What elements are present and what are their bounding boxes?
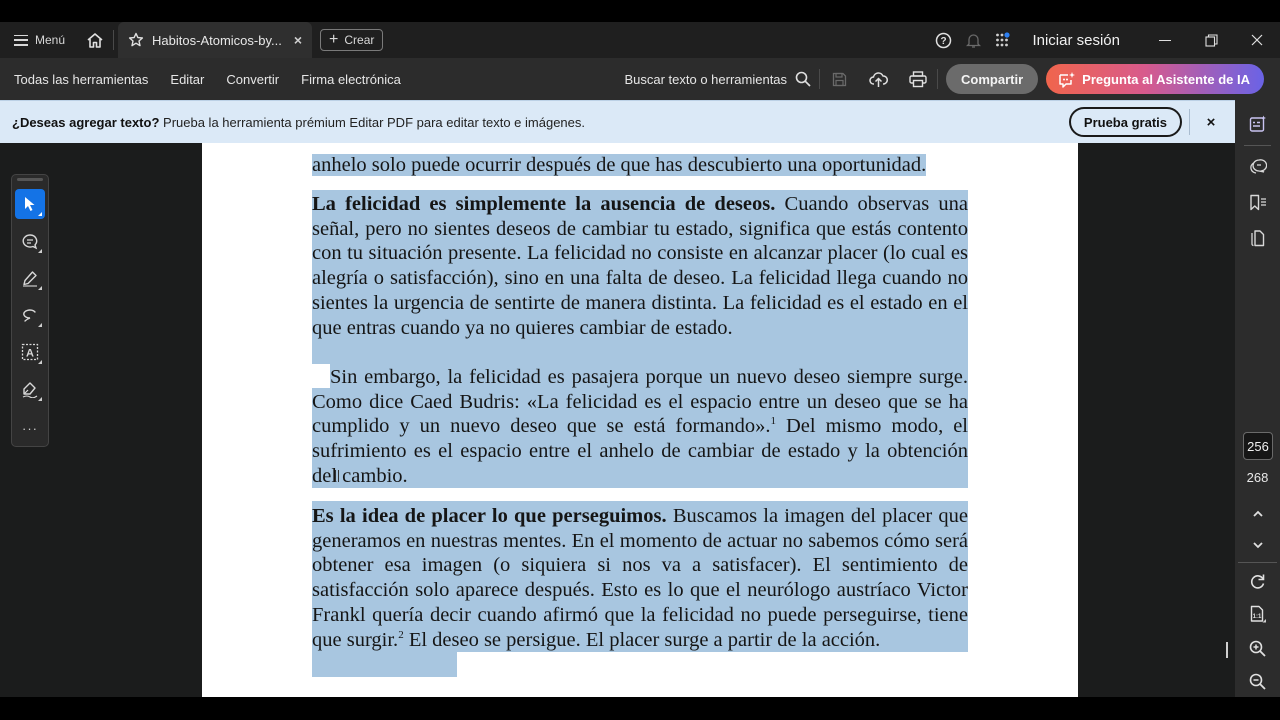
bottom-edge [0,697,1280,720]
comments-icon [1249,158,1267,175]
svg-text:1:1: 1:1 [1252,614,1261,620]
text-cursor-icon [335,470,339,482]
save-button[interactable] [820,72,859,87]
apps-grid-icon [995,32,1011,48]
svg-text:?: ? [940,35,947,47]
zoom-out-button[interactable] [1235,667,1280,695]
zoom-in-icon [1249,640,1266,657]
search-label: Buscar texto o herramientas [624,71,788,87]
pages-icon [1249,229,1266,247]
page-fit-icon [1249,605,1267,623]
divider [937,69,938,89]
close-icon [1251,34,1263,46]
star-icon[interactable] [128,32,144,48]
divider [1238,562,1277,563]
banner-heading: ¿Deseas agregar texto? [12,114,160,130]
selection-highlight [312,652,457,677]
lasso-draw-icon [21,307,39,323]
banner-message [0,115,585,130]
create-button[interactable] [320,29,383,51]
zoom-out-icon [1249,673,1266,690]
restore-icon [1205,34,1218,47]
right-side-panel [1235,100,1280,697]
divider [1189,109,1190,135]
menu-button[interactable] [0,22,77,58]
bell-icon [966,32,981,49]
plus-icon: + [329,31,339,48]
bookmarks-panel-button[interactable] [1235,188,1280,216]
notifications-button[interactable] [958,32,988,49]
text-box-icon [21,343,39,361]
rotate-button[interactable] [1235,567,1280,595]
comments-panel-button[interactable] [1235,152,1280,180]
document-tab[interactable] [118,22,312,58]
highlight-tool-button[interactable] [15,263,45,293]
share-button[interactable]: Compartir [946,64,1038,94]
search-icon [795,71,811,87]
minimize-button[interactable] [1142,22,1188,58]
ai-summary-button[interactable] [1235,110,1280,138]
tab-title: Habitos-Atomicos-by... [152,32,282,48]
help-icon [935,32,952,49]
main-toolbar [0,58,1280,100]
ai-summary-icon [1249,115,1267,133]
home-icon [86,32,104,49]
ai-chat-sparkle-icon [1058,71,1076,88]
save-icon [832,72,847,87]
printer-icon [909,71,927,88]
paragraph-body: Del mismo modo, el sufrimiento es el espacio entre el anhelo de cambiar de estado y la obtención del cambio. [312,415,968,487]
rotate-icon [1249,573,1266,590]
banner-body: Prueba la herramienta prémium Editar PDF para editar texto e imágenes. [159,114,585,130]
menu-label: Menú [35,33,66,47]
ai-assistant-button[interactable] [1046,64,1264,94]
chevron-down-icon [1252,541,1264,549]
promo-banner [0,100,1235,143]
bookmark-list-icon [1249,194,1267,211]
palette-drag-handle[interactable] [17,178,43,181]
apps-button[interactable] [988,32,1018,48]
paragraph-body: Buscamos la imagen del placer que generamos en nuestras mentes. En el momento de actuar no sabemos cómo será obtener esa imagen (o siquiera si nos va a satisfacer). El sentimiento de satisfacción solo aparece después. Esto es lo que el neurólogo austríaco Victor Frankl quería decir cuando afirmó que la felicidad no puede perseguirse, tiene que surgir. [312,505,968,651]
draw-tool-button[interactable] [15,300,45,330]
paragraph-body: Sin embargo, la felicidad es pasajera porque un nuevo deseo siempre surge. Como dice Caed Budris: «La felicidad es el espacio entre un deseo que se ha cumplido y un nuevo deseo que se está formando». [312,366,968,438]
total-pages: 268 [1246,470,1269,485]
cursor-arrow-icon [23,196,37,212]
comment-tool-button[interactable] [15,226,45,256]
menu-convert[interactable]: Convertir [226,71,280,87]
unselected-text: tir de la acción. [753,628,881,651]
pen-sign-icon [21,381,39,398]
close-window-button[interactable] [1234,22,1280,58]
quick-tools-palette [11,174,49,447]
text-box-tool-button[interactable] [15,337,45,367]
paragraph-body: Cuando observas una señal, pero no sientes deseos de cambiar tu estado, significa que estás contento con tu situación presente. La felicidad no consiste en alcanzar placer (lo cual es alegría o satisfacción), sino en una falta de deseo. La felicidad llega cuando no sientes la urgencia de sentirte de manera distinta. La felicidad es el estado en el que entras cuando ya no quieres cambiar de estado. [312,193,968,339]
print-button[interactable] [898,71,937,88]
upload-cloud-button[interactable] [859,71,898,88]
sign-tool-button[interactable] [15,374,45,404]
paragraph [312,153,968,178]
current-page-input[interactable]: 256 [1243,432,1273,460]
more-tools-icon[interactable]: ··· [22,421,38,436]
pdf-page [202,143,1078,697]
paragraph-heading: La felicidad es simplemente la ausencia de deseos. [312,193,776,215]
selected-text: anhelo solo puede ocurrir después de que has descubierto una oportunidad. [312,154,927,176]
cloud-upload-icon [869,71,888,88]
menu-edit[interactable]: Editar [170,71,205,87]
ai-assistant-label: Pregunta al Asistente de IA [1082,71,1250,87]
menu-all-tools[interactable]: Todas las herramientas [14,71,149,87]
banner-close-icon[interactable]: × [1206,113,1216,131]
paragraph-heading: Es la idea de placer lo que perseguimos. [312,505,667,527]
pages-panel-button[interactable] [1235,224,1280,252]
paragraph [312,365,968,489]
paragraph [312,504,968,652]
next-page-button[interactable] [1235,531,1280,559]
sign-in-button[interactable]: Iniciar sesión [1032,31,1120,49]
home-button[interactable] [77,22,113,58]
title-bar [0,22,1280,58]
create-label: Crear [344,33,375,47]
page-fit-button[interactable] [1235,600,1280,628]
divider [1244,145,1271,146]
chevron-up-icon [1252,510,1264,518]
help-button[interactable] [928,32,958,49]
tab-close-icon[interactable]: × [293,32,303,48]
previous-page-button[interactable] [1235,500,1280,528]
divider [113,30,114,50]
free-trial-button[interactable]: Prueba gratis [1069,107,1182,137]
hamburger-icon [14,35,28,46]
zoom-in-button[interactable] [1235,634,1280,662]
footnote-ref[interactable]: 1 [770,415,776,428]
pencil-highlight-icon [21,270,39,287]
svg-text:A: A [26,347,34,360]
paragraph-body: El deseo se persigue. El placer surge a par [403,628,754,651]
paragraph [312,192,968,340]
footnote-ref[interactable]: 2 [398,628,404,641]
vertical-scrollbar-thumb[interactable] [1226,642,1228,658]
maximize-button[interactable] [1188,22,1234,58]
menu-e-signature[interactable]: Firma electrónica [301,71,401,87]
comment-icon [21,233,39,250]
search-tools-button[interactable] [624,71,819,87]
select-tool-button[interactable] [15,189,45,219]
minimize-icon [1159,40,1171,41]
